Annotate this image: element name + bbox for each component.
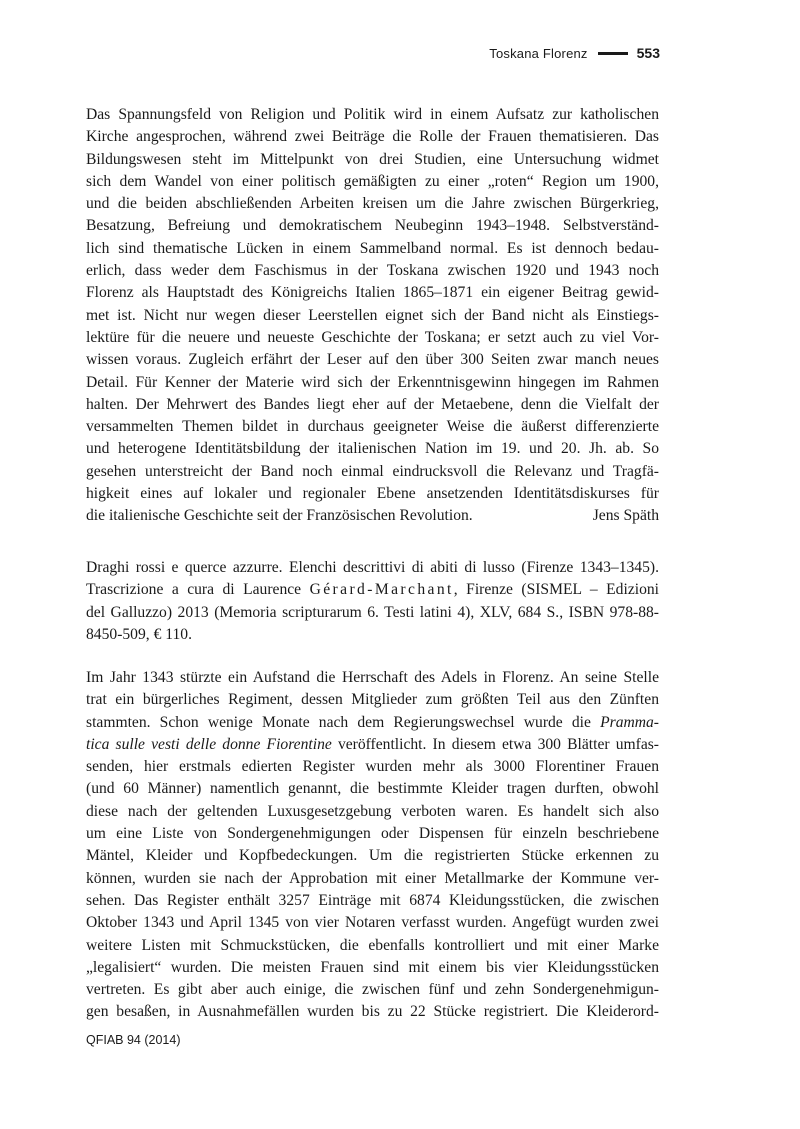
text-segment: veröffentlicht. In diesem etwa 300 Blätter umfas- [331,735,659,753]
text-line: gesehen unterstreicht der Band noch einmal eindrucksvoll die Relevanz und Tragfä- [86,462,659,480]
text-line: Detail. Für Kenner der Materie wird sich der Erkenntnisgewinn hingegen im Rahmen [86,373,659,391]
text-line: sehen. Das Register enthält 3257 Einträge mit 6874 Kleidungsstücken, die zwischen [86,891,659,909]
running-title: Toskana Florenz [489,45,588,61]
text-line: Im Jahr 1343 stürzte ein Aufstand die Herrschaft des Adels in Florenz. An seine Stelle [86,669,659,686]
text-line [86,734,659,756]
text-line: „legalisiert“ wurden. Die meisten Frauen sind mit einem bis vier Kleidungsstücken [86,958,659,976]
citation-line [86,579,659,601]
work-title: tica sulle vesti delle donne Fiorentine [86,735,332,753]
closing-line [86,505,659,527]
text-line: können, wurden sie nach der Approbation mit einer Metallmarke der Kommune ver- [86,869,659,887]
text-line: wissen voraus. Zugleich erfährt der Leser auf den über 300 Seiten zwar manch neues [86,351,659,369]
citation-line: Draghi rossi e querce azzurre. Elenchi descrittivi di abiti di lusso (Firenze 1343–1345). [86,559,659,576]
bibliographic-citation [86,557,659,646]
review-paragraph-1 [86,104,659,528]
review-paragraph-2 [86,667,659,1024]
text-line: und die beiden abschließenden Arbeiten kreisen um die Jahre zwischen Bürgerkrieg, [86,195,659,213]
editor-name: Gérard-Marchant [309,581,454,599]
text-line: weitere Listen mit Schmuckstücken, die ebenfalls kontrolliert und mit einer Marke [86,936,659,954]
text-line: sich dem Wandel von einer politisch gemäßigten zu einer „roten“ Region um 1900, [86,172,659,190]
journal-footer: QFIAB 94 (2014) [86,1033,181,1047]
text-line: versammelten Themen bildet in durchaus geeigneter Weise die äußerst differenzierte [86,418,659,436]
text-line: diese nach der geltenden Luxusgesetzgebung verboten waren. Es handelt sich also [86,802,659,820]
text-line: trat ein bürgerliches Regiment, dessen Mitglieder zum größten Teil aus den Zünften [86,691,659,709]
reviewer-signature: Jens Späth [592,507,659,525]
running-header [489,45,660,61]
citation-text: Trascrizione a cura di Laurence [86,581,310,599]
text-line: Oktober 1343 und April 1345 von vier Notaren verfasst wurden. Angefügt wurden zwei [86,914,659,932]
text-line: Bildungswesen steht im Mittelpunkt von drei Studien, eine Untersuchung widmet [86,150,659,168]
work-title: Pramma- [600,713,659,731]
text-line: Das Spannungsfeld von Religion und Politik wird in einem Aufsatz zur katholischen [86,106,659,123]
header-rule [598,52,628,55]
text-line: lich sind thematische Lücken in einem Sammelband normal. Es ist dennoch bedau- [86,239,659,257]
text-line: met ist. Nicht nur wegen dieser Leerstellen eignet sich der Band nicht als Einstiegs- [86,306,659,324]
text-line: und heterogene Identitätsbildung der italienischen Nation im 19. und 20. Jh. ab. So [86,440,659,458]
text-line: Kirche angesprochen, während zwei Beiträge die Rolle der Frauen thematisieren. Das [86,128,659,146]
page-number: 553 [636,45,660,61]
text-line: senden, hier erstmals edierten Register wurden mehr als 3000 Florentiner Frauen [86,758,659,776]
text-line: Mäntel, Kleider und Kopfbedeckungen. Um die registrierten Stücke erkennen zu [86,847,659,865]
text-line: Florenz als Hauptstadt des Königreichs Italien 1865–1871 ein eigener Beitrag gewid- [86,284,659,302]
text-line: vertreten. Es gibt aber auch einige, die zwischen fünf und zehn Sondergenehmigun- [86,981,659,999]
text-line: Besatzung, Befreiung und demokratischem Neubeginn 1943–1948. Selbstverständ- [86,217,659,235]
text-line: halten. Der Mehrwert des Bandes liegt eher auf der Metaebene, denn die Vielfalt der [86,395,659,413]
text-line: higkeit eines auf lokaler und regionaler Ebene ansetzenden Identitätsdiskurses für [86,485,659,503]
text-line: die italienische Geschichte seit der Französischen Revolution. [86,507,473,525]
text-line: gen besaßen, in Ausnahmefällen wurden bis zu 22 Stücke registriert. Die Kleiderord- [86,1003,659,1021]
citation-line: del Galluzzo) 2013 (Memoria scripturarum 6. Testi latini 4), XLV, 684 S., ISBN 978-88- [86,603,659,621]
text-line: (und 60 Männer) namentlich genannt, die bestimmte Kleider tragen durften, obwohl [86,780,659,798]
text-line: erlich, dass weder dem Faschismus in der Toskana zwischen 1920 und 1943 noch [86,262,659,280]
citation-line: 8450-509, € 110. [86,625,192,643]
text-line: lektüre für die neuere und neueste Geschichte der Toskana; er setzt auch zu viel Vor- [86,328,659,346]
text-line [86,712,659,734]
citation-text: , Firenze (SISMEL – Edizioni [453,581,659,599]
text-segment: stammten. Schon wenige Monate nach dem Regierungswechsel wurde die [86,713,601,731]
text-line: um eine Liste von Sondergenehmigungen oder Dispensen für einzeln beschriebene [86,825,659,843]
